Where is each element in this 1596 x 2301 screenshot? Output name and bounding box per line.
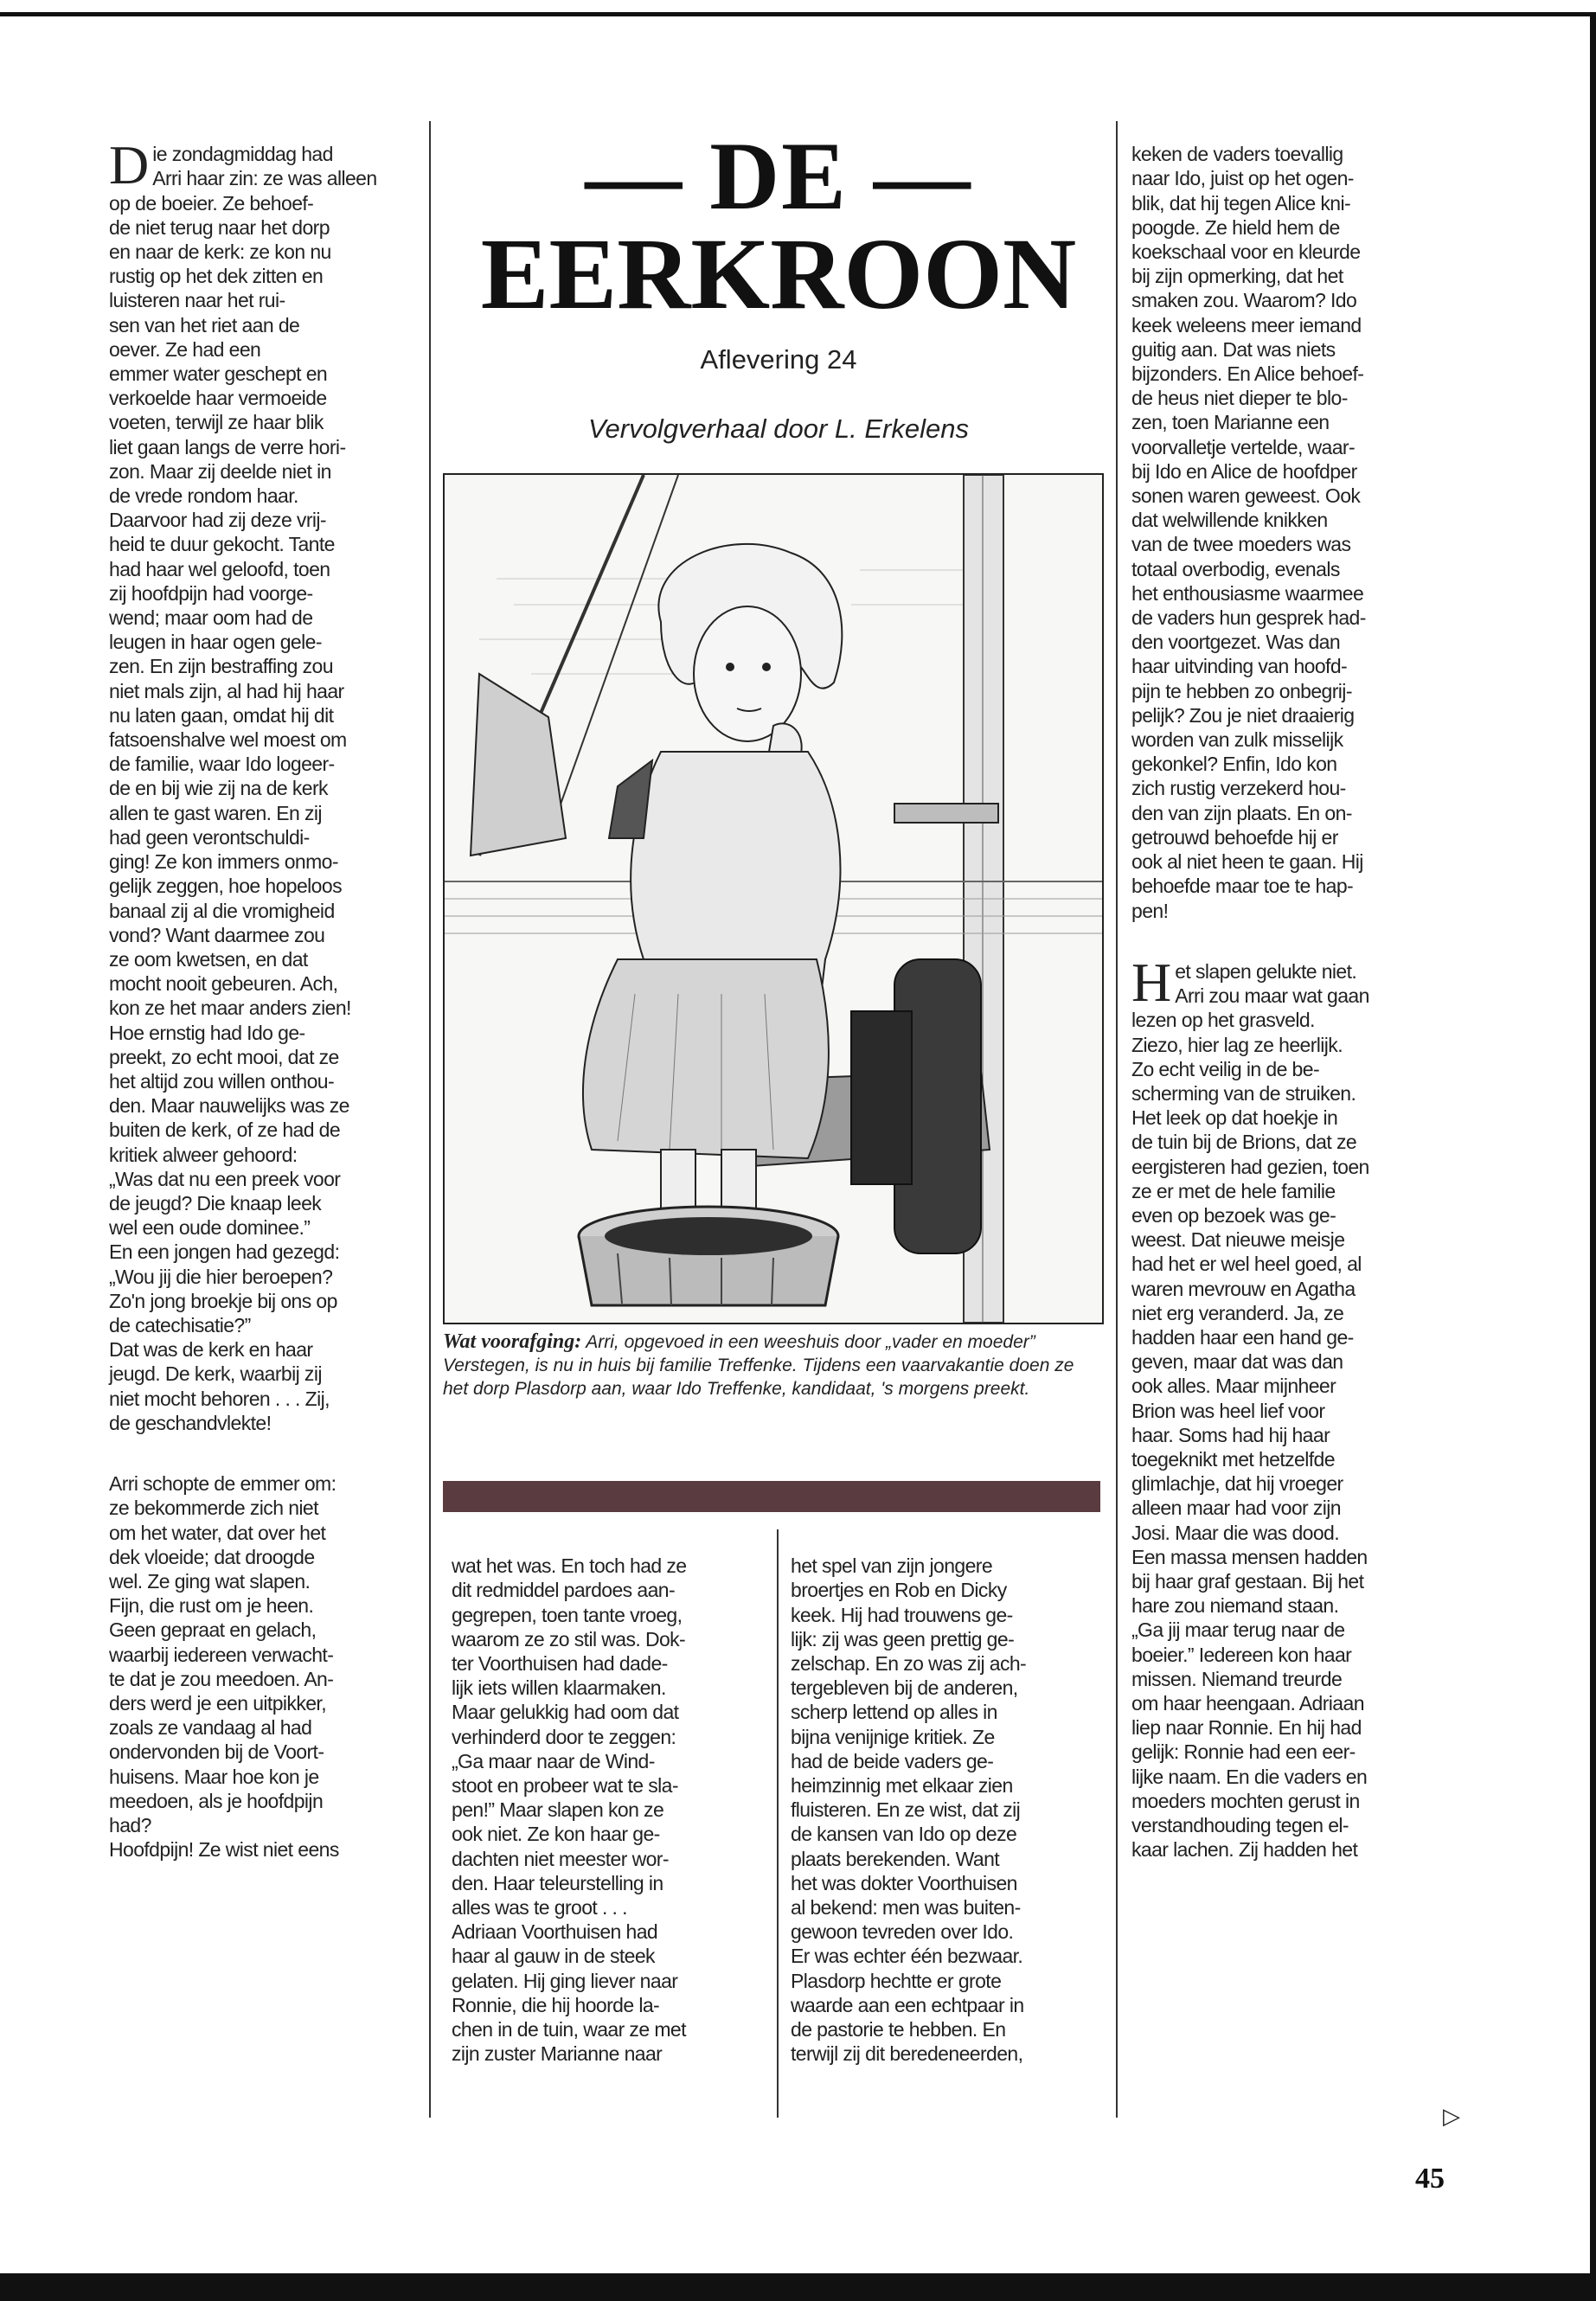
- paragraph: wat het was. En toch had ze dit redmiddel pardoes aan- gegrepen, toen tante vroeg, waarom ze zo stil was. Dok- ter Voorthuisen had dade- lijk iets willen klaarmaken. Maar gelukkig had oom dat verhinderd door te zeggen: „Ga maar naar de Wind- stoot en probeer wat te sla- pen!” Maar slapen kon ze ook niet. Ze kon haar ge- dachten niet meester wor- den. Haar teleurstelling in alles was te groot . . . Adriaan Voorthuisen had haar al gauw in de steek gelaten. Hij ging liever naar Ronnie, die hij hoorde la- chen in de tuin, waar ze met zijn zuster Marianne naar: [452, 1554, 687, 2066]
- page-border-top: [0, 12, 1596, 16]
- column-5-text: et slapen gelukte niet. Arri zou maar wat gaan lezen op het grasveld. Ziezo, hier lag ze heerlijk. Zo echt veilig in de be- scherming van de struiken. Het leek op dat hoekje in de tuin bij de Brions, dat ze eergisteren had gezien, toen ze er met de hele familie even op bezoek was ge- weest. Dat nieuwe meisje had het er wel heel goed, al waren mevrouw en Agatha niet erg veranderd. Ja, ze hadden haar een hand ge- geven, maar dat was dan ook alles. Maar mijnheer Brion was heel lief voor haar. Soms had hij haar toegeknikt met hetzelfde glimlachje, dat hij vroeger alleen maar had voor zijn Josi. Maar die was dood. Een massa mensen hadden bij haar graf gestaan. Bij het hare zou niemand staan. „Ga jij maar terug naar de boeier.” Iedereen kon haar missen. Niemand treurde om haar heengaan. Adriaan liep naar Ronnie. En hij had gelijk: Ronnie had een eer- lijke naam. En die vaders en moeders mochten gerust in verstandhouding tegen el- kaar lachen. Zij hadden het: [1131, 959, 1369, 1862]
- paragraph: het spel van zijn jongere broertjes en Rob en Dicky keek. Hij had trouwens ge- lijk: zij was geen prettig ge- zelschap. En zo was zij ach- tergebleven bij de anderen, scherp lettend op alles in bijna venijnige kritiek. Ze had de beide vaders ge- heimzinnig met elkaar zien fluisteren. En ze wist, dat zij de kansen van Ido op deze plaats berekenden. Want het was dokter Voorthuisen al bekend: men was buiten- gewoon tevreden over Ido. Er was echter één bezwaar. Plasdorp hechtte er grote waarde aan een echtpaar in de pastorie te hebben. En terwijl zij dit beredeneerden,: [791, 1554, 1027, 2066]
- column-divider: [1116, 121, 1118, 2118]
- page-number: 45: [1415, 2163, 1445, 2195]
- continue-arrow-icon: ▷: [1443, 2104, 1460, 2130]
- column-4: [791, 1529, 1102, 2103]
- paragraph: [109, 134, 417, 1435]
- decorative-band: [443, 1481, 1100, 1512]
- column-1: [109, 118, 417, 1899]
- paragraph: Arri schopte de emmer om: ze bekommerde zich niet om het water, dat over het dek vloeide; dat droogde wel. Ze ging wat slapen. Fijn, die rust om je heen. Geen gepraat en gelach, waarbij iedereen verwacht- te dat je zou meedoen. An- ders werd je een uitpikker, zoals ze vandaag al had ondervonden bij de Voort- huisens. Maar hoe kon je meedoen, als je hoofdpijn had? Hoofdpijn! Ze wist niet eens: [109, 1472, 339, 1862]
- paragraph: keken de vaders toevallig naar Ido, juist op het ogen- blik, dat hij tegen Alice kni- poogde. Ze hield hem de koekschaal voor en kleurde bij zijn opmerking, dat het smaken zou. Waarom? Ido keek weleens meer iemand guitig aan. Dat was niets bijzonders. En Alice behoef- de heus niet dieper te blo- zen, toen Marianne een voorvalletje vertelde, waar- bij Ido en Alice de hoofdper sonen waren geweest. Ook dat welwillende knikken van de twee moeders was totaal overbodig, evenals het enthousiasme waarmee de vaders hun gesprek had- den voortgezet. Was dan haar uitvinding van hoofd- pijn te hebben zo onbegrij- pelijk? Zou je niet draaierig worden van zulk misselijk gekonkel? Enfin, Ido kon zich rustig verzekerd hou- den van zijn plaats. En on- getrouwd behoefde hij er ook al niet heen te gaan. Hij behoefde maar toe te hap- pen!: [1131, 143, 1366, 922]
- drop-cap: D: [109, 134, 150, 196]
- recap-label: Wat voorafging:: [443, 1330, 582, 1353]
- column-3: [452, 1529, 763, 2103]
- page-border-right: [1590, 12, 1596, 2301]
- paragraph: [1131, 951, 1453, 1862]
- girl-on-boat-illustration-icon: [445, 475, 1102, 1323]
- recap-text: Arri, opgevoed in een weeshuis door „vader en moeder” Verstegen, is nu in huis bij familie Treffenke. Tijdens een vaarvakantie doen ze het dorp Plasdorp aan, waar Ido Treffenke, kandidaat, 's morgens preekt.: [443, 1332, 1074, 1399]
- column-1-text: ie zondagmiddag had Arri haar zin: ze was alleen op de boeier. Ze behoef- de niet terug naar het dorp en naar de kerk: ze kon nu rustig op het dek zitten en luisteren naar het rui- sen van het riet aan de oever. Ze had een emmer water geschept en verkoelde haar vermoeide voeten, terwijl ze haar blik liet gaan langs de verre hori- zon. Maar zij deelde niet in de vrede rondom haar. Daarvoor had zij deze vrij- heid te duur gekocht. Tante had haar wel geloofd, toen zij hoofdpijn had voorge- wend; maar oom had de leugen in haar ogen gele- zen. En zijn bestraffing zou niet mals zijn, al had hij haar nu laten gaan, omdat hij dit fatsoenshalve wel moest om de familie, waar Ido logeer- de en bij wie zij na de kerk allen te gast waren. En zij had geen verontschuldi- ging! Ze kon immers onmo- gelijk zeggen, hoe hopeloos banaal zij al die vromigheid vond? Want daarmee zou ze oom kwetsen, en dat mocht nooit gebeuren. Ach, kon ze het maar anders zien! Hoe ernstig had Ido ge- preekt, zo echt mooi, dat ze het altijd zou willen onthou- den. Maar nauwelijks was ze buiten de kerk, of ze had de kritiek alweer gehoord: „Was dat nu een preek voor de jeugd? Die knaap leek wel een oude dominee.” En een jongen had gezegd: „Wou jij die hier beroepen? Zo'n jong broekje bij ons op de catechisatie?” Dat was de kerk en haar jeugd. De kerk, waarbij zij niet mocht behoren . . . Zij, de geschandvlekte!: [109, 143, 377, 1434]
- story-recap-caption: [443, 1330, 1100, 1400]
- episode-label: Aflevering 24: [700, 344, 857, 375]
- page-border-bottom: [0, 2273, 1596, 2301]
- story-illustration: [443, 473, 1104, 1324]
- column-divider: [777, 1529, 779, 2118]
- column-divider: [429, 121, 431, 2118]
- story-title-line-1: — DE —: [585, 123, 972, 230]
- story-title-line-2: EERKROON: [480, 217, 1077, 330]
- drop-cap: H: [1131, 951, 1172, 1013]
- author-line: Vervolgverhaal door L. Erkelens: [588, 413, 969, 444]
- column-5: [1131, 118, 1453, 1899]
